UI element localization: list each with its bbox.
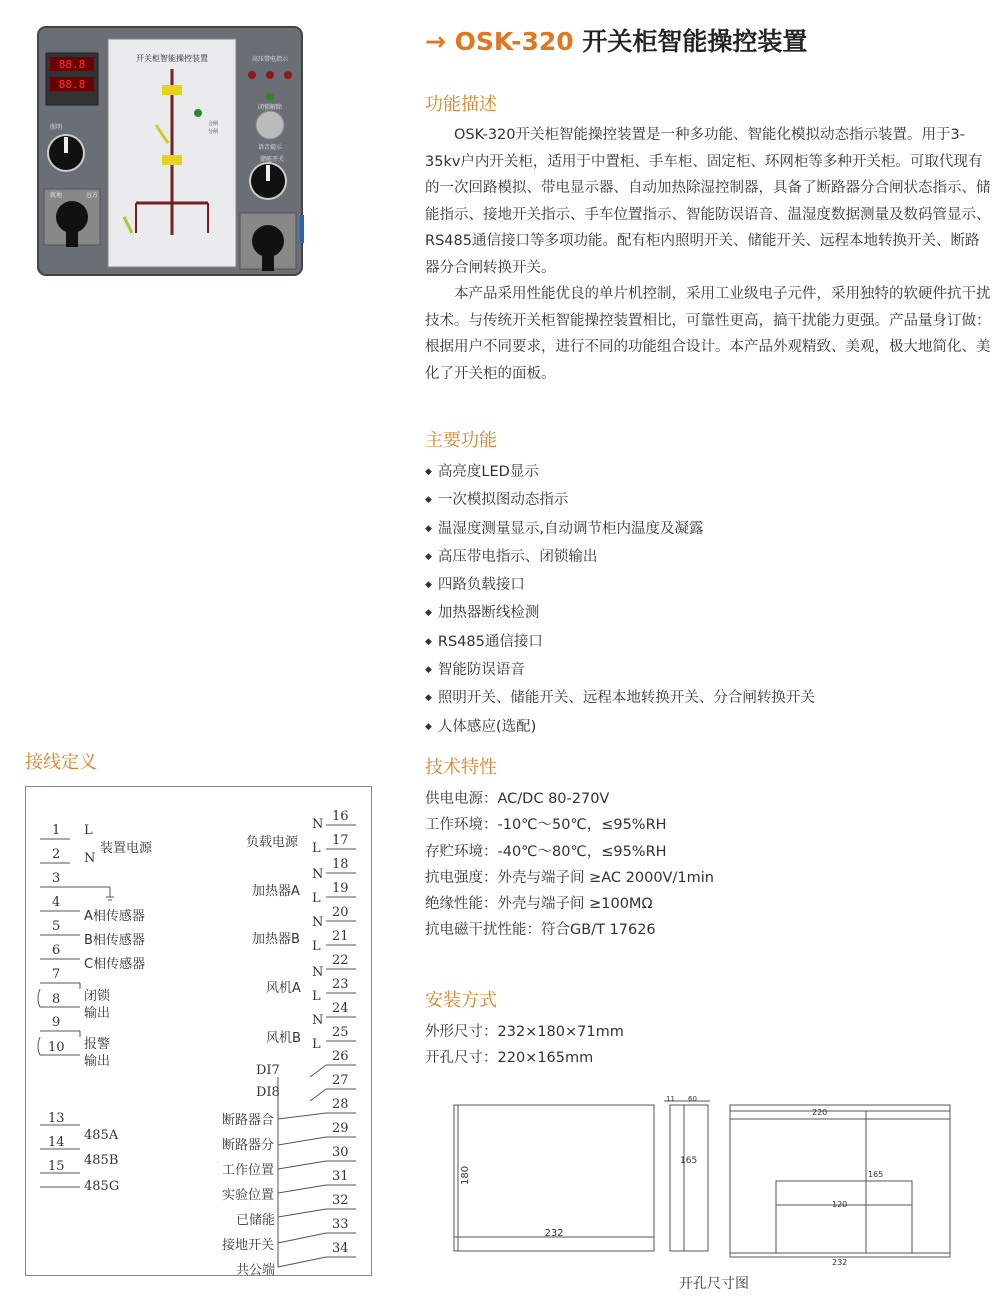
terminal-number: 14: [48, 1135, 65, 1150]
terminal-number: 1: [52, 823, 61, 838]
label-N: N: [312, 817, 324, 832]
label-fan-b: 风机B: [266, 1031, 301, 1046]
terminal-number: 7: [52, 967, 61, 982]
label-heater-a: 加热器A: [252, 884, 300, 899]
label-L: L: [312, 891, 321, 906]
label-485g: 485G: [84, 1179, 120, 1194]
terminal-number: 30: [332, 1145, 349, 1160]
label-L: L: [312, 939, 321, 954]
terminal-number: 26: [332, 1049, 349, 1064]
terminal-number: 2: [52, 847, 61, 862]
tech-spec-item: 供电电源：AC/DC 80-270V: [425, 791, 610, 807]
label-test-position: 实验位置: [222, 1188, 275, 1203]
label-alarm-out: 输出: [84, 1054, 111, 1069]
dim-11: 11: [666, 1095, 675, 1103]
label-stored-energy: 已储能: [236, 1213, 276, 1228]
panel-label: 开关柜智能操控装置: [136, 54, 208, 63]
label-485a: 485A: [84, 1128, 119, 1143]
cb-indicator-top: [162, 85, 182, 95]
install-spec-item: 开孔尺寸：220×165mm: [425, 1050, 594, 1067]
dim-60: 60: [688, 1095, 697, 1103]
label-N: N: [312, 965, 324, 980]
cb-indicator-bottom: [162, 155, 182, 165]
label-485b: 485B: [84, 1153, 119, 1168]
terminal-number: 3: [52, 871, 61, 886]
terminal-number: 8: [52, 992, 61, 1007]
panel-legend-remote: 远方: [85, 192, 99, 199]
humidity-readout: 88.8: [58, 78, 86, 91]
panel-legend-storage: 储能开关: [259, 156, 285, 163]
terminal-number: 13: [48, 1111, 65, 1126]
wiring-diagram: [25, 786, 372, 1276]
feature-item: ◆ 高压带电指示、闭锁输出: [425, 544, 815, 572]
label-L: L: [312, 841, 321, 856]
drawing-caption: 开孔尺寸图: [679, 1276, 749, 1292]
feature-item: ◆ 一次模拟图动态指示: [425, 487, 815, 515]
panel-status-off: 分闸: [208, 129, 219, 135]
feature-item: ◆ RS485通信接口: [425, 629, 815, 657]
dim-232: 232: [544, 1228, 564, 1239]
terminal-number: 22: [332, 953, 349, 968]
label-N: N: [84, 851, 96, 866]
terminal-number: 27: [332, 1073, 349, 1088]
section-heading-tech: 技术特性: [425, 757, 497, 778]
section-heading-wiring: 接线定义: [25, 752, 97, 773]
feature-item: ◆ 照明开关、储能开关、远程本地转换开关、分合闸转换开关: [425, 685, 815, 713]
tech-spec-item: 存贮环境：-40℃～80℃，≤95%RH: [425, 843, 667, 860]
label-N: N: [312, 867, 324, 882]
title-arrow: →: [425, 27, 446, 56]
label-c-sensor: C相传感器: [84, 957, 146, 972]
dim-120: 120: [832, 1200, 848, 1209]
terminal-number: 10: [48, 1040, 65, 1055]
tech-spec-list: [425, 786, 714, 944]
label-L: L: [312, 989, 321, 1004]
terminal-number: 4: [52, 895, 61, 910]
label-work-position: 工作位置: [222, 1163, 275, 1178]
label-fan-a: 风机A: [266, 981, 301, 996]
label-N: N: [312, 1013, 324, 1028]
feature-item: ◆ 智能防误语音: [425, 657, 815, 685]
label-load-power: 负载电源: [246, 835, 299, 850]
label-b-sensor: B相传感器: [84, 933, 145, 948]
feature-item: ◆ 加热器断线检测: [425, 600, 815, 628]
dim-232-bottom: 232: [832, 1258, 848, 1265]
dim-165-side: 165: [680, 1156, 698, 1166]
terminal-number: 15: [48, 1159, 65, 1174]
title-name: 开关柜智能操控装置: [582, 27, 808, 56]
panel-legend-local: 就地: [49, 192, 63, 199]
install-spec-item: 外形尺寸：232×180×71mm: [425, 1024, 624, 1040]
terminal-number: 23: [332, 977, 349, 992]
dim-165: 165: [868, 1170, 884, 1179]
wiring-lines: [26, 787, 371, 1275]
label-cb-open: 断路器分: [222, 1138, 275, 1153]
terminal-number: 20: [332, 905, 349, 920]
page-title: [425, 22, 807, 58]
label-L: L: [84, 823, 93, 838]
install-spec-list: [425, 1019, 624, 1072]
feature-item: ◆ 温湿度测量显示,自动调节柜内温度及凝露: [425, 516, 815, 544]
panel-legend-hv: 高压带电指示: [251, 56, 289, 63]
terminal-number: 31: [332, 1169, 349, 1184]
terminal-number: 18: [332, 857, 349, 872]
label-N: N: [312, 915, 324, 930]
label-di8: DI8: [256, 1085, 280, 1100]
tech-spec-item: 抗电强度：外壳与端子间 ≥AC 2000V/1min: [425, 869, 714, 886]
label-alarm: 报警: [84, 1037, 111, 1052]
label-earth-switch: 接地开关: [222, 1238, 275, 1253]
feature-item: ◆ 人体感应(选配): [425, 714, 815, 742]
terminal-number: 16: [332, 809, 349, 824]
terminal-number: 19: [332, 881, 349, 896]
title-model: OSK-320: [454, 27, 574, 56]
label-L: L: [312, 1037, 321, 1052]
terminal-number: 33: [332, 1217, 349, 1232]
panel-legend-voice: 语音提示: [257, 144, 283, 151]
section-heading-description: 功能描述: [425, 94, 497, 115]
label-cb-close: 断路器合: [222, 1113, 275, 1128]
feature-item: ◆ 四路负载接口: [425, 572, 815, 600]
label-lock: 闭锁: [84, 989, 111, 1004]
dim-220: 220: [812, 1108, 828, 1117]
terminal-number: 29: [332, 1121, 349, 1136]
terminal-number: 25: [332, 1025, 349, 1040]
terminal-number: 21: [332, 929, 349, 944]
tech-spec-item: 绝缘性能：外壳与端子间 ≥100MΩ: [425, 896, 653, 913]
label-heater-b: 加热器B: [252, 932, 300, 947]
terminal-number: 5: [52, 919, 61, 934]
description-paragraph-2: 本产品采用性能优良的单片机控制，采用工业级电子元件，采用独特的软硬件抗干扰技术。与传统开关柜智能操控装置相比，可靠性更高，搞干扰能力更强。产品量身订做：根据用户不同要求，进行不同的功能组合设计。本产品外观精致、美观，极大地简化、美化了开关柜的面板。: [425, 286, 991, 382]
tech-spec-item: 工作环境：-10℃～50℃，≤95%RH: [425, 817, 667, 834]
terminal-number: 34: [332, 1241, 349, 1256]
section-heading-install: 安装方式: [425, 990, 497, 1011]
terminal-number: 28: [332, 1097, 349, 1112]
label-device-power: 装置电源: [100, 841, 153, 856]
temp-readout: 88.8: [58, 58, 86, 71]
terminal-number: 17: [332, 833, 349, 848]
tech-spec-item: 抗电磁干扰性能：符合GB/T 17626: [425, 922, 656, 939]
section-heading-features: 主要功能: [425, 430, 497, 451]
feature-item: ◆ 高亮度LED显示: [425, 459, 815, 487]
panel-legend-unlock: 闭锁解除: [257, 104, 283, 111]
product-panel-image: [36, 25, 304, 280]
terminal-number: 32: [332, 1193, 349, 1208]
label-a-sensor: A相传感器: [84, 909, 145, 924]
terminal-number: 24: [332, 1001, 349, 1016]
feature-list: [425, 459, 815, 742]
terminal-number: 9: [52, 1015, 61, 1030]
terminal-number: 6: [52, 943, 61, 958]
dim-180: 180: [460, 1165, 471, 1185]
description-block: [425, 122, 993, 387]
label-di7: DI7: [256, 1063, 280, 1078]
panel-legend-light: 照明: [49, 124, 63, 131]
label-lock-out: 输出: [84, 1006, 111, 1021]
cutout-dimension-drawing: [420, 1085, 960, 1265]
panel-status-on: 合闸: [208, 121, 219, 127]
description-paragraph-1: OSK-320开关柜智能操控装置是一种多功能、智能化模拟动态指示装置。用于3-35kv户内开关柜，适用于中置柜、手车柜、固定柜、环网柜等多种开关柜。可取代现有的一次回路模拟、带电显示器、自动加热除湿控制器，具备了断路器分合闸状态指示、储能指示、接地开关指示、手车位置指示、智能防误语音、温湿度数据测量及数码管显示、RS485通信接口等多项功能。配有柜内照明开关、储能开关、远程本地转换开关、断路器分合闸转换开关。: [425, 127, 991, 276]
label-common: 共公端: [236, 1263, 276, 1278]
